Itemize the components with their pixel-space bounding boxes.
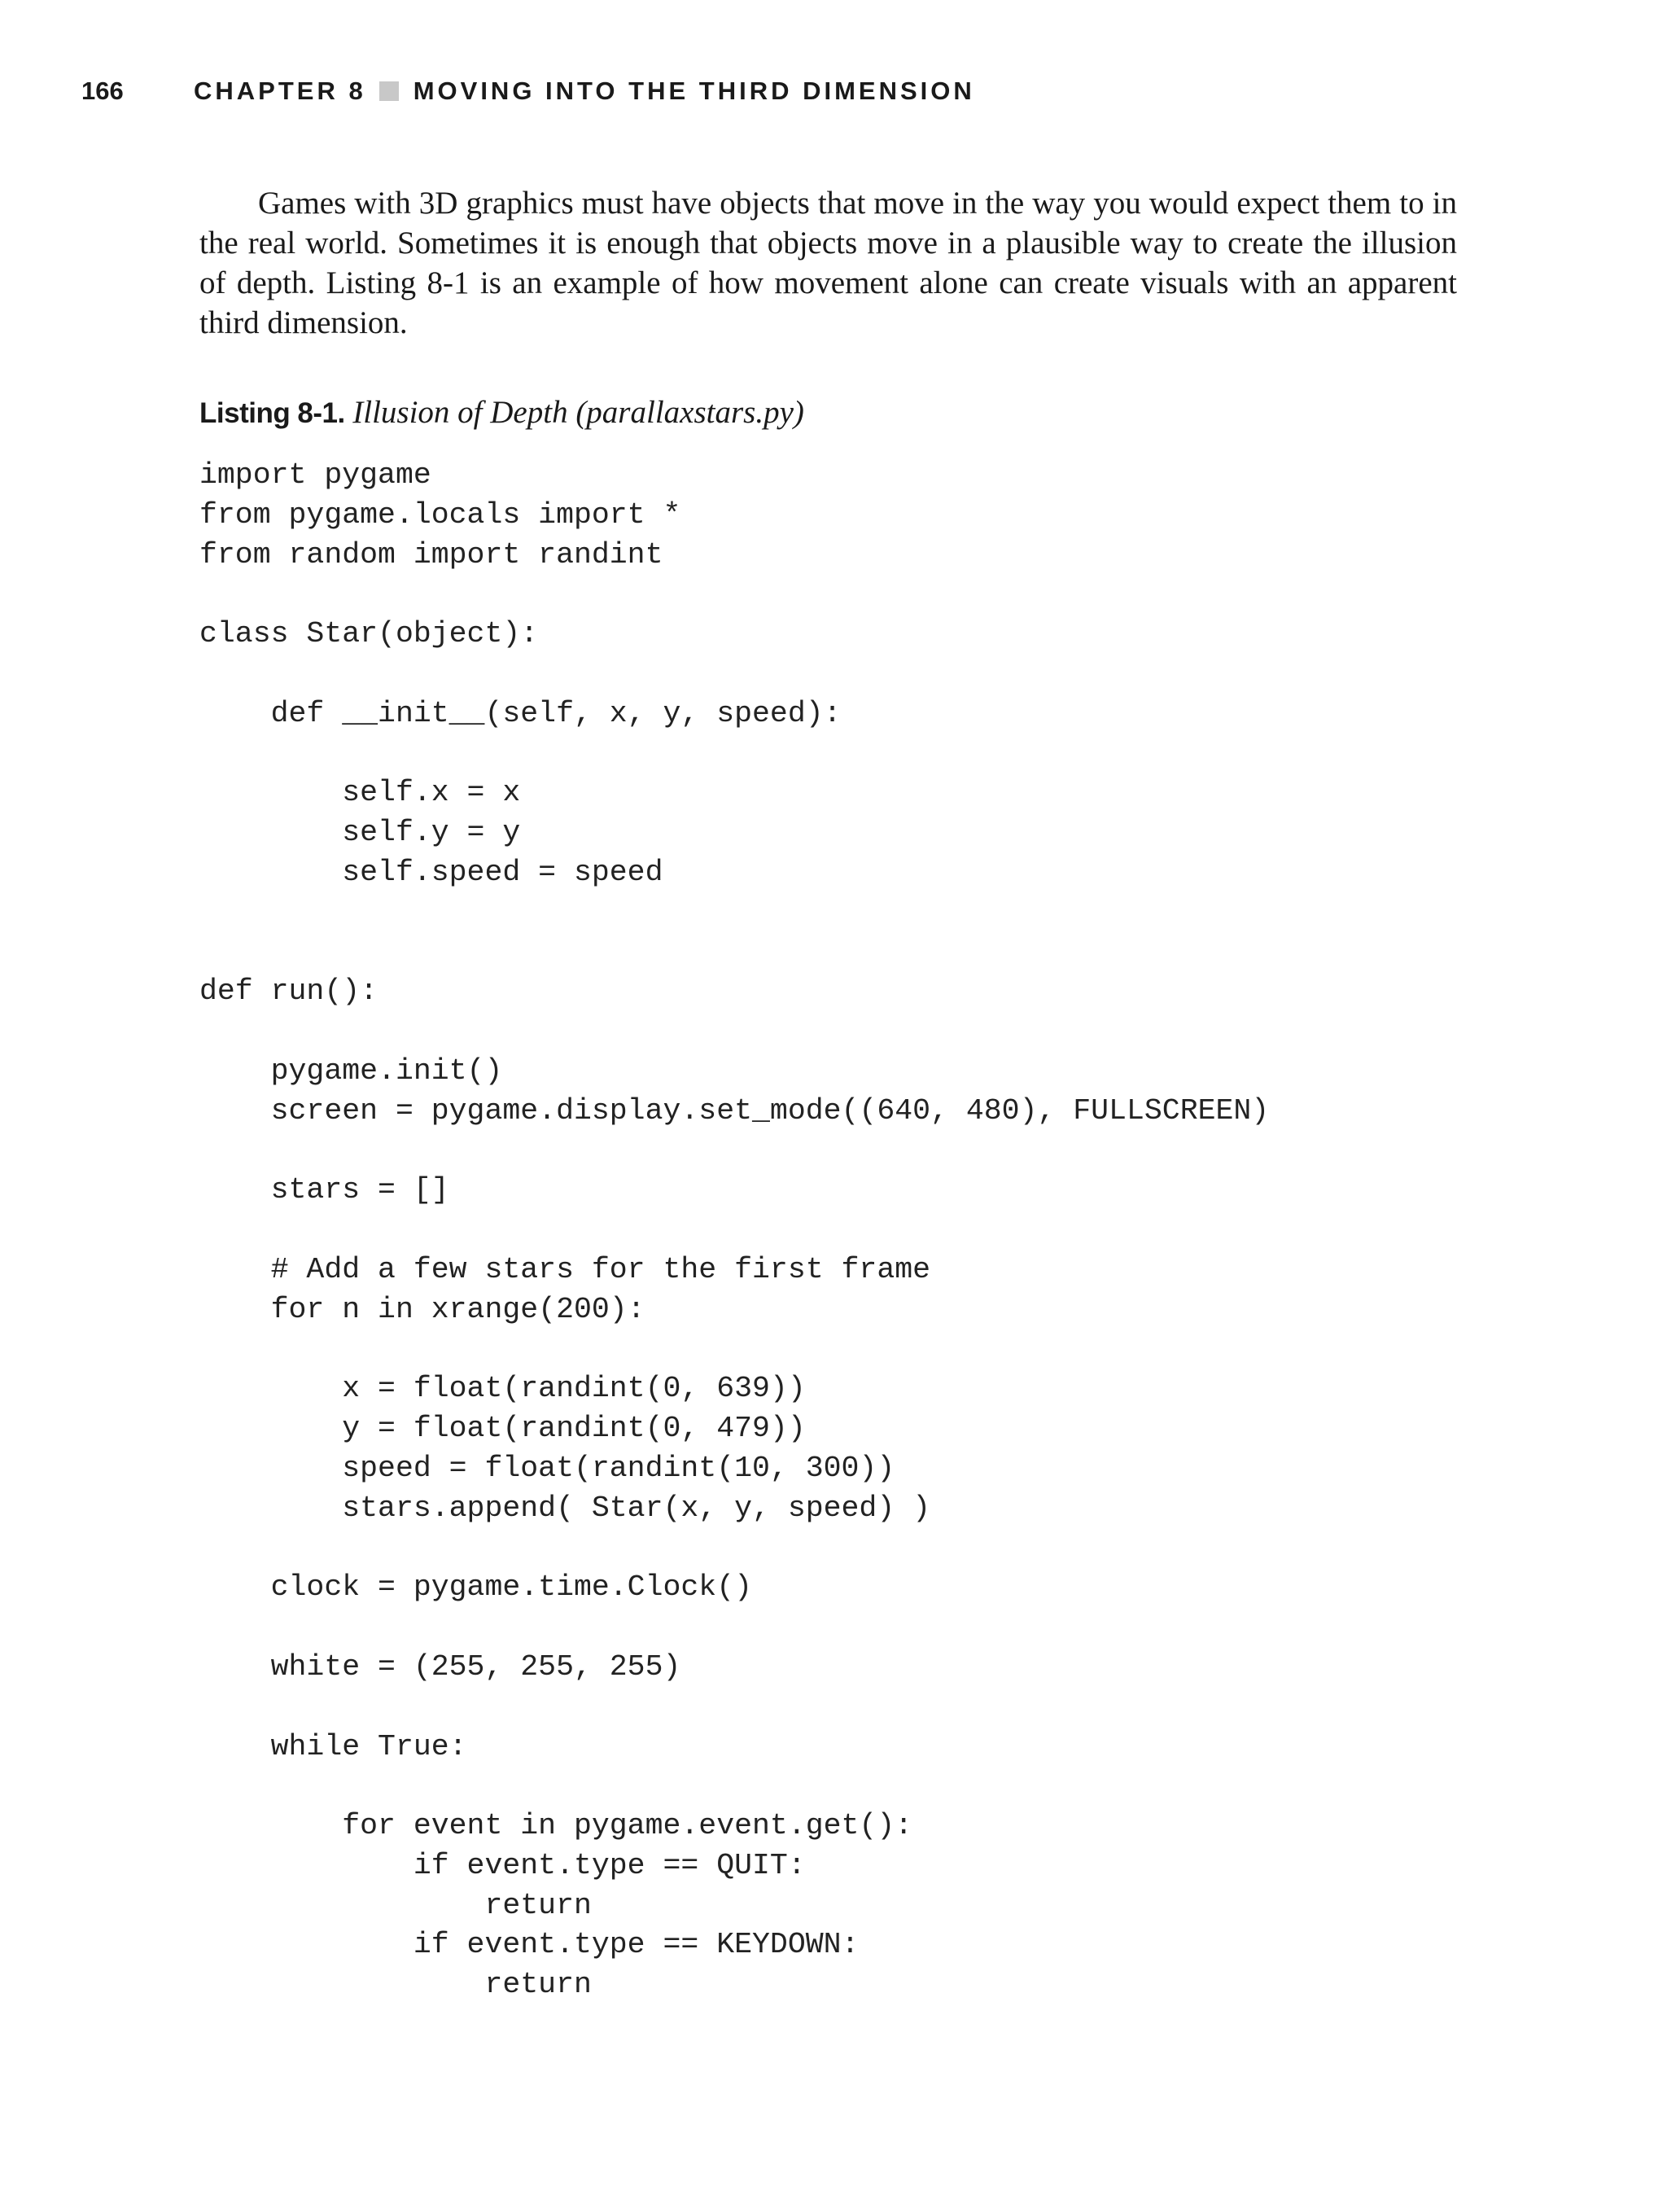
code-line: if event.type == KEYDOWN: xyxy=(199,1928,860,1962)
code-line xyxy=(199,1012,1269,1052)
code-line: speed = float(randint(10, 300)) xyxy=(199,1451,895,1485)
code-listing xyxy=(199,456,1269,2005)
section-title: MOVING INTO THE THIRD DIMENSION xyxy=(413,77,975,105)
listing-caption xyxy=(199,392,804,434)
listing-title: Illusion of Depth (parallaxstars.py) xyxy=(352,395,804,430)
code-line xyxy=(199,893,1269,933)
code-line: if event.type == QUIT: xyxy=(199,1848,806,1882)
code-line xyxy=(199,1132,1269,1172)
running-head xyxy=(194,75,975,107)
code-line xyxy=(199,933,1269,973)
code-line: x = float(randint(0, 639)) xyxy=(199,1372,806,1406)
code-line xyxy=(199,655,1269,694)
code-line xyxy=(199,1529,1269,1569)
separator-square-icon xyxy=(379,81,399,101)
code-line xyxy=(199,1211,1269,1251)
code-line: self.speed = speed xyxy=(199,855,663,889)
chapter-label: CHAPTER 8 xyxy=(194,77,366,105)
code-line xyxy=(199,1330,1269,1370)
code-line xyxy=(199,575,1269,615)
code-line xyxy=(199,1688,1269,1728)
page-header xyxy=(0,75,1667,107)
code-line: while True: xyxy=(199,1729,467,1763)
code-line: self.y = y xyxy=(199,816,521,850)
page-number: 166 xyxy=(81,77,124,105)
code-line: stars.append( Star(x, y, speed) ) xyxy=(199,1491,931,1525)
code-line: screen = pygame.display.set_mode((640, 480), FULLSCREEN) xyxy=(199,1093,1270,1128)
code-line: return xyxy=(199,1968,592,2002)
code-line: self.x = x xyxy=(199,776,521,810)
code-line: def __init__(self, x, y, speed): xyxy=(199,696,842,730)
code-line: for n in xrange(200): xyxy=(199,1292,645,1326)
intro-paragraph: Games with 3D graphics must have objects that move in the way you would expect them to in the real world. Sometimes it is enough that objects move in a plausible way to create the illusion of depth. Listing 8-1 is an example of how movement alone can create visuals with an apparent third dimension. xyxy=(199,186,1457,340)
code-line: y = float(randint(0, 479)) xyxy=(199,1412,806,1446)
code-line: from random import randint xyxy=(199,537,663,572)
code-line: white = (255, 255, 255) xyxy=(199,1649,681,1684)
code-line: pygame.init() xyxy=(199,1053,503,1088)
code-line: for event in pygame.event.get(): xyxy=(199,1809,913,1843)
code-line: # Add a few stars for the first frame xyxy=(199,1252,931,1286)
code-line xyxy=(199,734,1269,774)
code-line xyxy=(199,1608,1269,1648)
code-line: from pygame.locals import * xyxy=(199,497,681,532)
code-line: def run(): xyxy=(199,975,378,1009)
code-line: import pygame xyxy=(199,458,431,492)
code-line: return xyxy=(199,1888,592,1922)
code-line: class Star(object): xyxy=(199,617,539,651)
listing-label: Listing 8-1. xyxy=(199,397,345,429)
code-line: clock = pygame.time.Clock() xyxy=(199,1570,753,1605)
code-line: stars = [] xyxy=(199,1173,449,1207)
code-line xyxy=(199,1767,1269,1807)
